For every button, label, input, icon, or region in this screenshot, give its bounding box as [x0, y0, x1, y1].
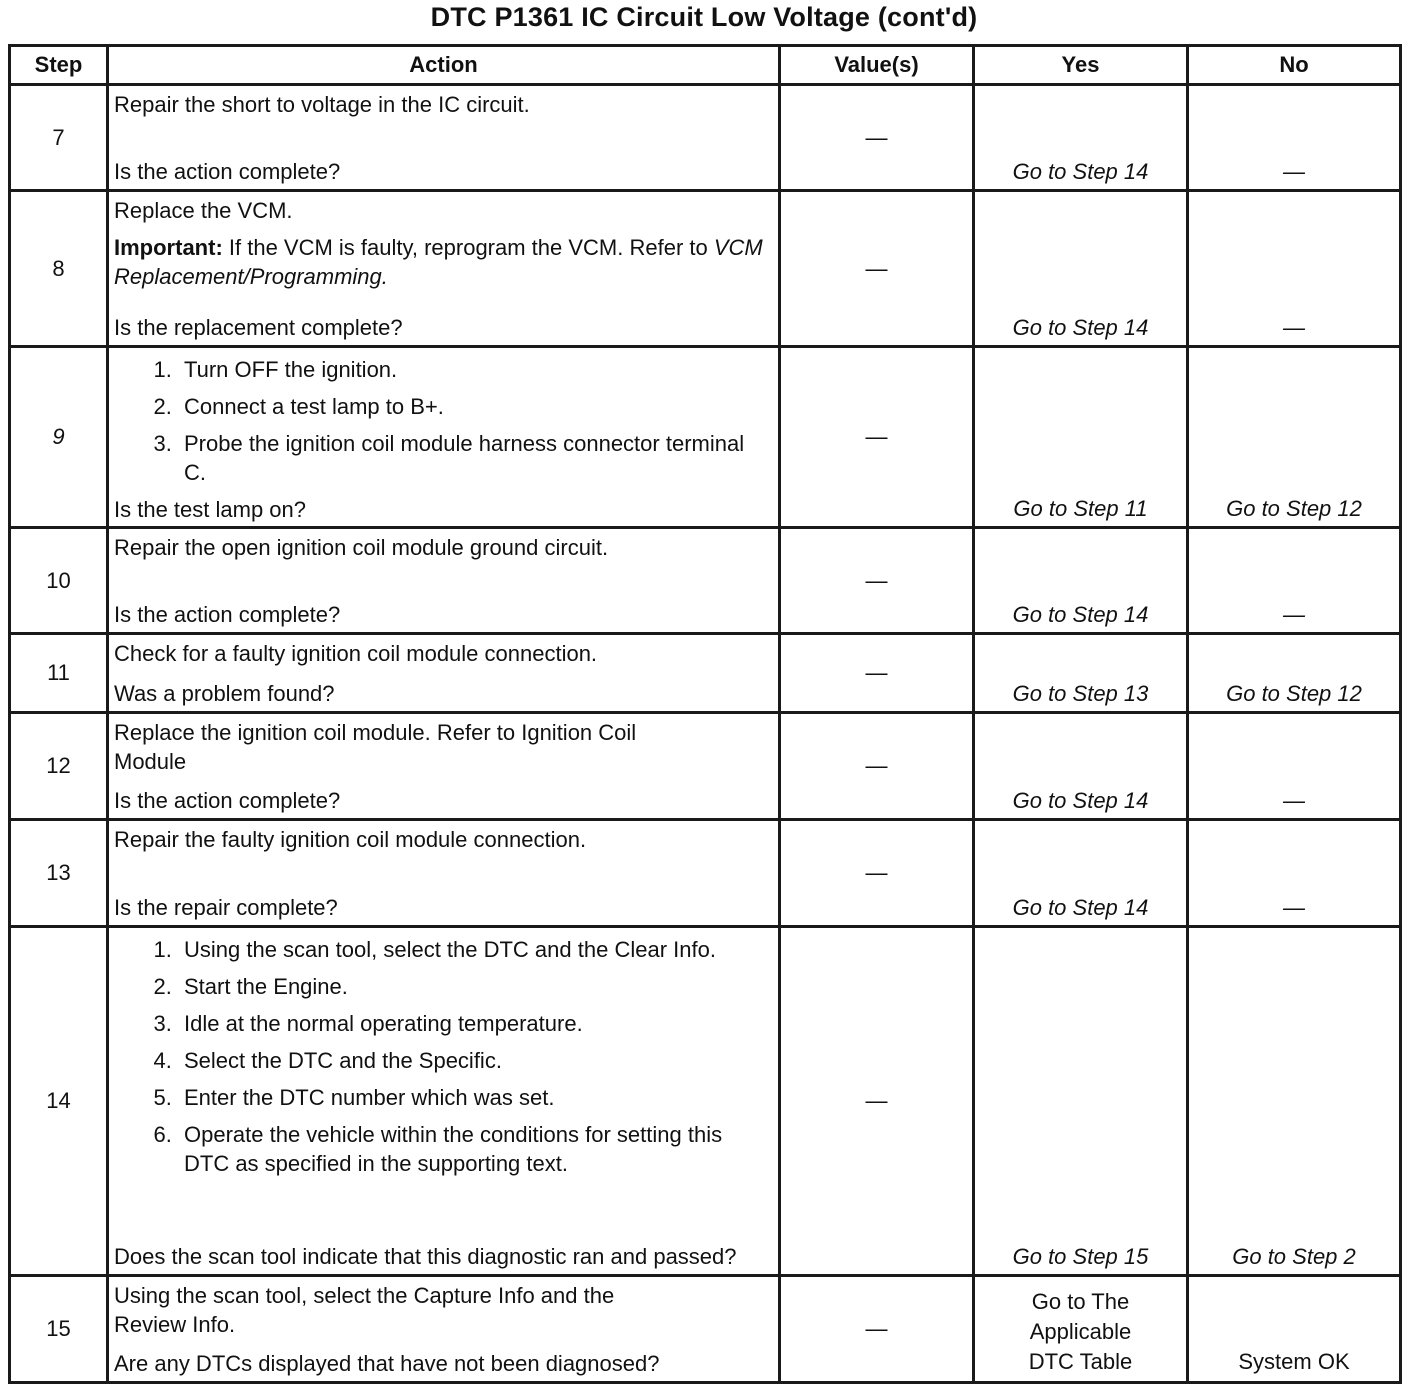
yes-result: Go to Step 14	[974, 713, 1188, 820]
no-result: —	[1188, 820, 1401, 927]
action-cell	[108, 713, 780, 820]
step-number: 10	[10, 528, 108, 634]
yes-result: Go to Step 11	[974, 347, 1188, 528]
question-text: Does the scan tool indicate that this diagnostic ran and passed?	[114, 1244, 737, 1269]
action-text: Check for a faulty ignition coil module connection.	[114, 641, 598, 666]
action-cell	[108, 1276, 780, 1383]
page-title: DTC P1361 IC Circuit Low Voltage (cont'd)	[430, 2, 978, 32]
no-result: —	[1188, 191, 1401, 347]
question-text: Was a problem found?	[114, 681, 335, 706]
important-note	[114, 233, 772, 291]
step-number: 7	[10, 85, 108, 191]
action-cell	[108, 528, 780, 634]
important-reference: VCM Replacement/Programming.	[114, 235, 763, 289]
yes-result: Go to Step 14	[974, 528, 1188, 634]
step-number: 8	[10, 191, 108, 347]
yes-result: Go to Step 14	[974, 820, 1188, 927]
step-number: 11	[10, 634, 108, 713]
question-text: Is the action complete?	[114, 602, 341, 627]
header-values: Value(s)	[780, 46, 974, 85]
action-cell	[108, 347, 780, 528]
action-text: Repair the open ignition coil module ground circuit.	[114, 535, 609, 560]
value-dash: —	[780, 528, 974, 634]
step-number: 12	[10, 713, 108, 820]
no-result: Go to Step 2	[1188, 927, 1401, 1276]
table-row	[10, 347, 1401, 528]
important-label: Important:	[114, 235, 223, 260]
question-text: Are any DTCs displayed that have not been diagnosed?	[114, 1351, 660, 1376]
question-text: Is the test lamp on?	[114, 497, 306, 522]
list-item: 1. Turn OFF the ignition.	[178, 355, 772, 384]
table-row	[10, 528, 1401, 634]
step-number: 9	[10, 347, 108, 528]
list-item: 4. Select the DTC and the Specific.	[178, 1046, 772, 1075]
list-item: 3. Idle at the normal operating temperature.	[178, 1009, 772, 1038]
value-dash: —	[780, 713, 974, 820]
yes-result: Go to Step 13	[974, 634, 1188, 713]
step-number: 15	[10, 1276, 108, 1383]
action-cell	[108, 191, 780, 347]
yes-result: Go to Step 14	[974, 85, 1188, 191]
list-item: 2. Start the Engine.	[178, 972, 772, 1001]
list-item: 2. Connect a test lamp to B+.	[178, 392, 772, 421]
action-text: Replace the VCM.	[114, 198, 293, 223]
no-result: —	[1188, 713, 1401, 820]
table-row	[10, 1276, 1401, 1383]
action-cell	[108, 820, 780, 927]
action-cell	[108, 85, 780, 191]
value-dash: —	[780, 820, 974, 927]
table-row	[10, 820, 1401, 927]
step-number: 14	[10, 927, 108, 1276]
header-row	[10, 46, 1401, 85]
value-dash: —	[780, 85, 974, 191]
list-item: 3. Probe the ignition coil module harness connector terminal C.	[178, 429, 772, 487]
value-dash: —	[780, 634, 974, 713]
action-text: Using the scan tool, select the Capture Info and the Review Info.	[114, 1283, 615, 1337]
no-result: —	[1188, 528, 1401, 634]
value-dash: —	[780, 191, 974, 347]
diagnostic-table	[8, 44, 1402, 1384]
step-number: 13	[10, 820, 108, 927]
value-dash: —	[780, 347, 974, 528]
action-text: Repair the short to voltage in the IC circuit.	[114, 92, 530, 117]
header-action: Action	[108, 46, 780, 85]
table-row	[10, 713, 1401, 820]
header-no: No	[1188, 46, 1401, 85]
yes-result: Go to Step 15	[974, 927, 1188, 1276]
no-result: Go to Step 12	[1188, 634, 1401, 713]
yes-result: Go to The Applicable DTC Table	[974, 1276, 1188, 1383]
list-item: 6. Operate the vehicle within the conditions for setting this DTC as specified in the supporting text.	[178, 1120, 772, 1178]
no-result: —	[1188, 85, 1401, 191]
question-text: Is the repair complete?	[114, 895, 338, 920]
action-cell	[108, 634, 780, 713]
important-text: If the VCM is faulty, reprogram the VCM. Refer to	[222, 235, 714, 260]
header-step: Step	[10, 46, 108, 85]
value-dash: —	[780, 927, 974, 1276]
list-item: 5. Enter the DTC number which was set.	[178, 1083, 772, 1112]
question-text: Is the action complete?	[114, 788, 341, 813]
instruction-list	[114, 355, 772, 495]
question-text: Is the replacement complete?	[114, 315, 403, 340]
list-item: 1. Using the scan tool, select the DTC and the Clear Info.	[178, 935, 772, 964]
action-cell	[108, 927, 780, 1276]
header-yes: Yes	[974, 46, 1188, 85]
table-row	[10, 927, 1401, 1276]
table-row	[10, 634, 1401, 713]
no-result: System OK	[1188, 1276, 1401, 1383]
table-row	[10, 85, 1401, 191]
action-text: Repair the faulty ignition coil module connection.	[114, 827, 587, 852]
action-text: Replace the ignition coil module. Refer to Ignition Coil Module	[114, 720, 637, 774]
no-result: Go to Step 12	[1188, 347, 1401, 528]
question-text: Is the action complete?	[114, 159, 341, 184]
table-row	[10, 191, 1401, 347]
instruction-list	[114, 935, 772, 1186]
yes-result: Go to Step 14	[974, 191, 1188, 347]
value-dash: —	[780, 1276, 974, 1383]
